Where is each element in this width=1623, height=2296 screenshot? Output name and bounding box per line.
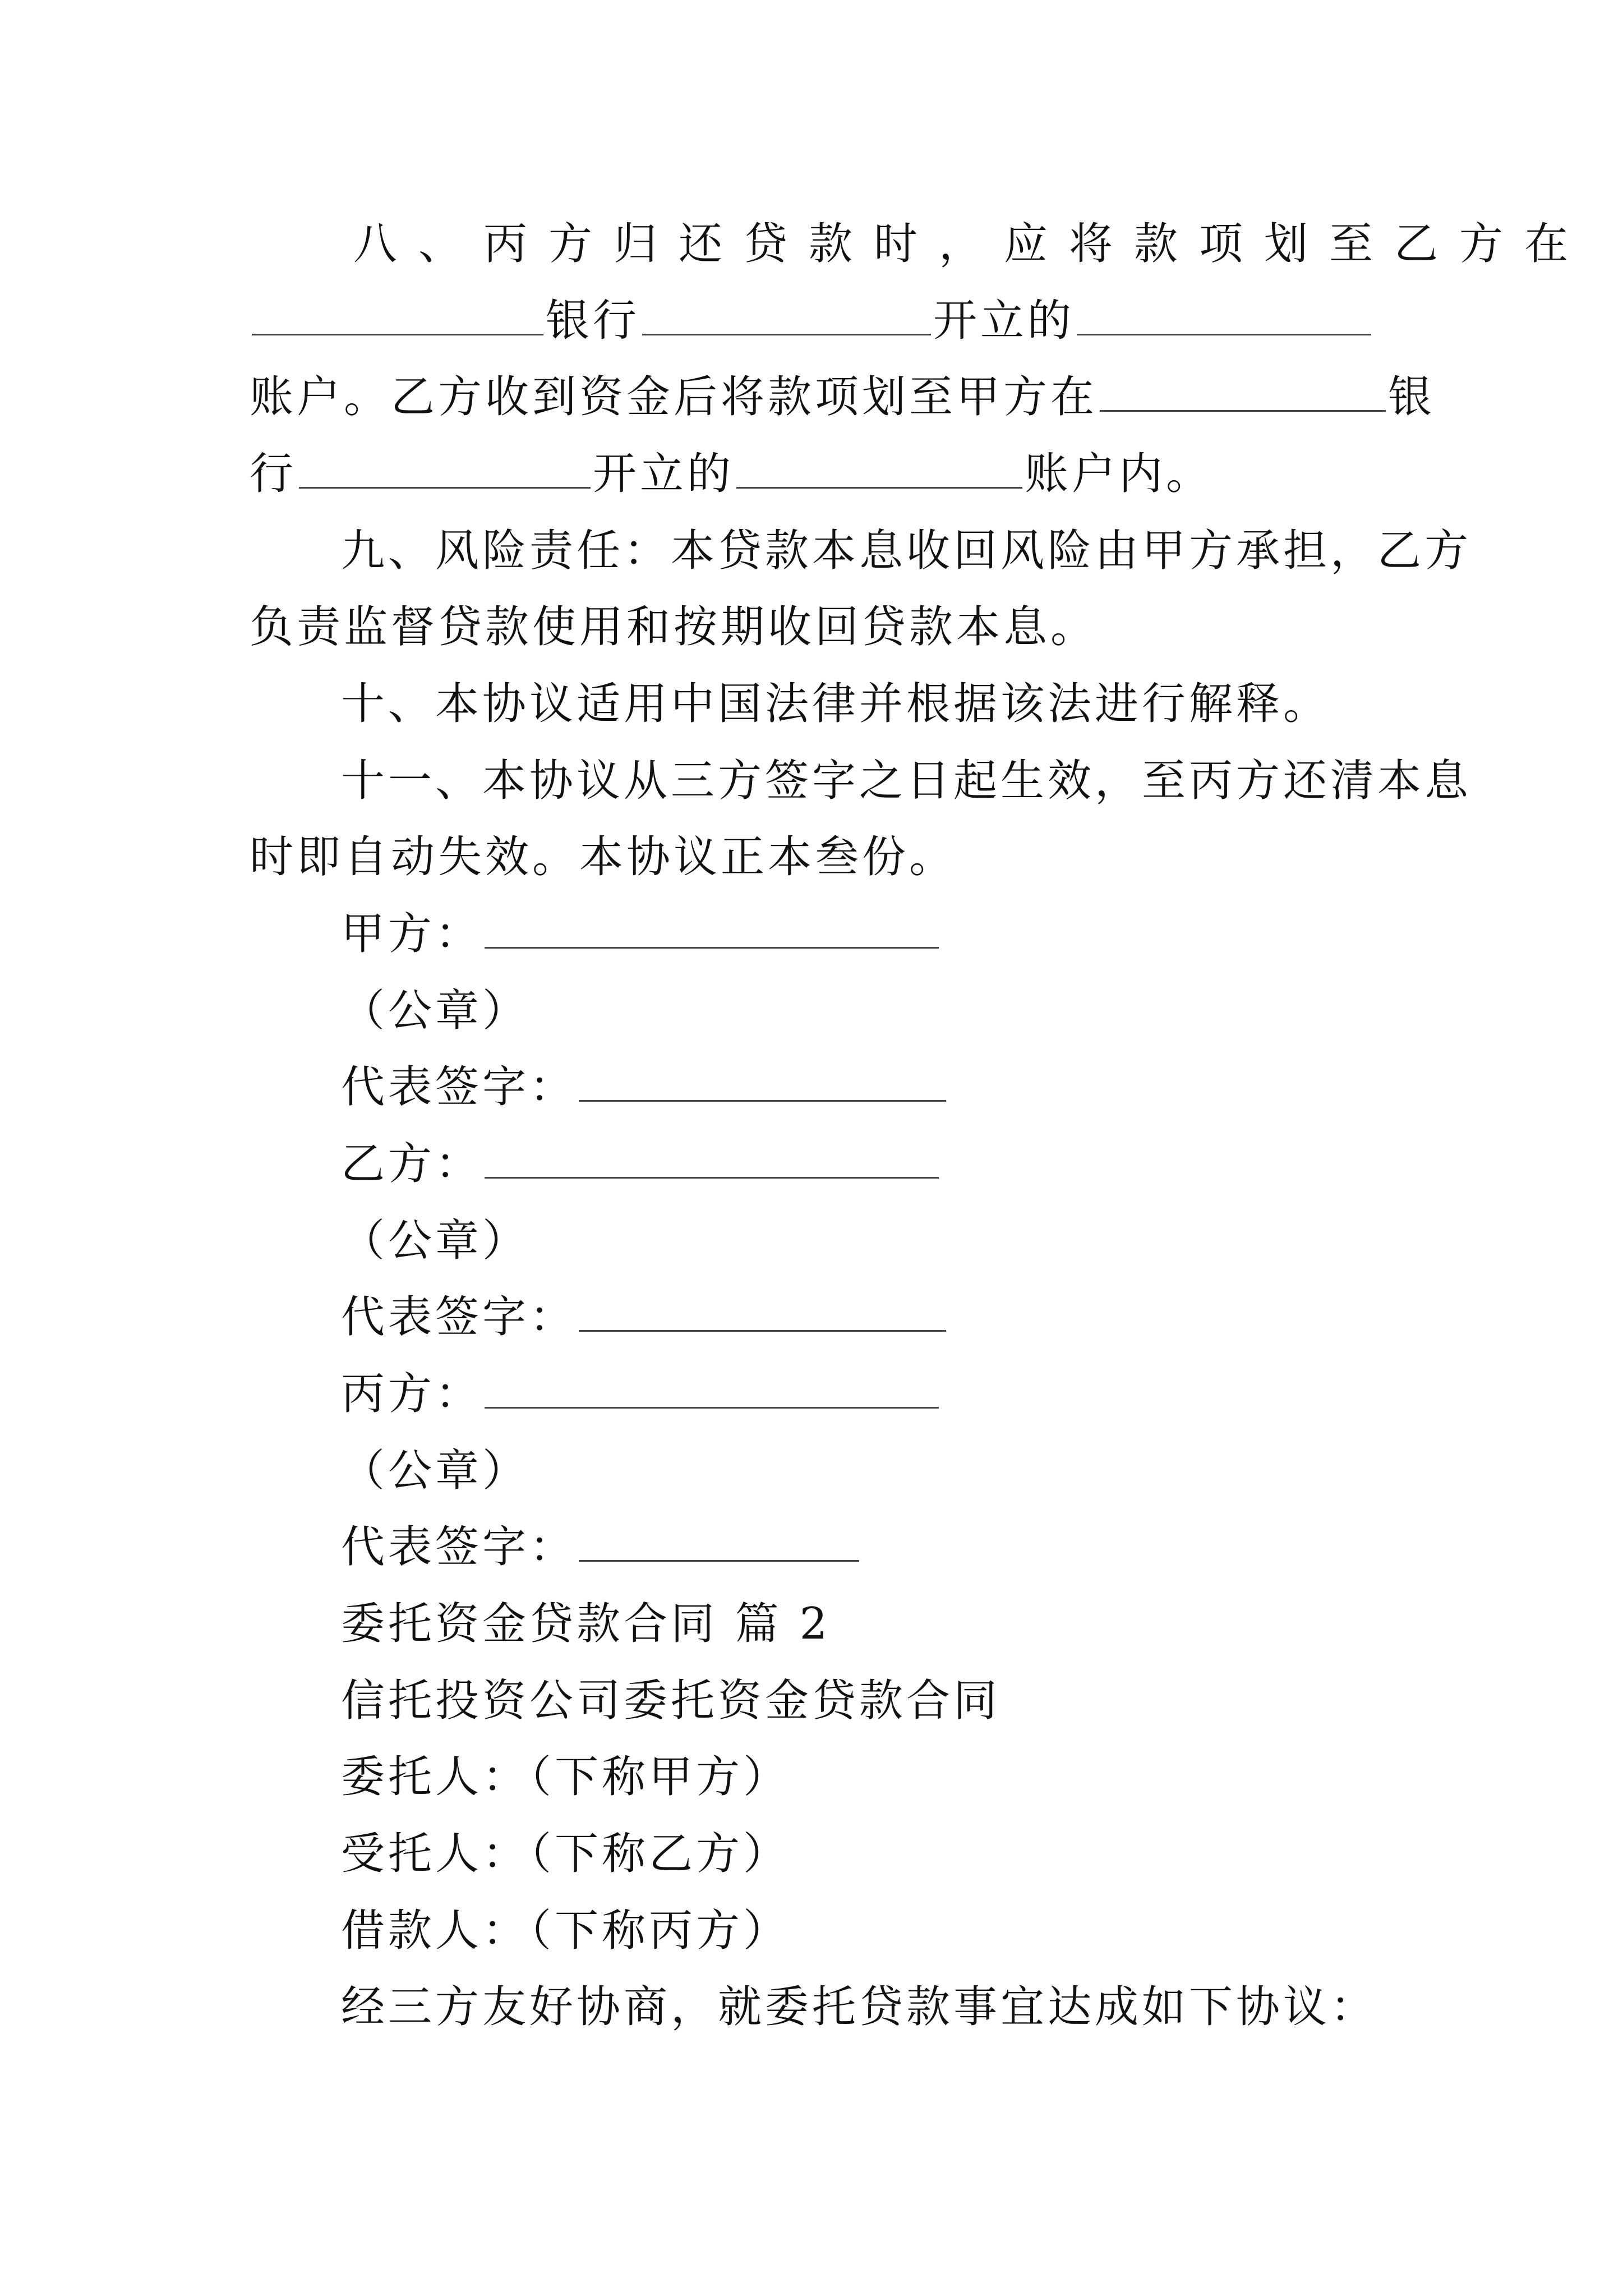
party-a-field[interactable] bbox=[485, 908, 939, 949]
party-b-field[interactable] bbox=[485, 1138, 939, 1179]
blank-field[interactable] bbox=[642, 295, 931, 335]
rep-a-line bbox=[341, 1059, 948, 1115]
account-text: 账户。乙方收到资金后将款项划至甲方在 bbox=[250, 372, 1098, 422]
seal-b: （公章） bbox=[341, 1216, 530, 1266]
blank-field[interactable] bbox=[299, 448, 591, 489]
rep-a-label: 代表签字： bbox=[341, 1062, 577, 1112]
section-heading: 委托资金贷款合同 篇 2 bbox=[341, 1599, 831, 1649]
bank-label-cont: 行 bbox=[250, 449, 297, 499]
blank-field[interactable] bbox=[1077, 295, 1371, 335]
party-a-line bbox=[341, 906, 941, 962]
party-b-line bbox=[341, 1136, 941, 1192]
blank-field[interactable] bbox=[736, 448, 1022, 489]
clause-11-line-1: 十一、本协议从三方签字之日起生效，至丙方还清本息 bbox=[341, 756, 1472, 806]
party-c-field[interactable] bbox=[485, 1368, 939, 1409]
clause-8-line-3 bbox=[250, 369, 1435, 425]
blank-field[interactable] bbox=[252, 295, 543, 335]
clause-9-line-2: 负责监督贷款使用和按期收回贷款本息。 bbox=[250, 602, 1098, 652]
clause-8-line-4 bbox=[250, 446, 1213, 502]
rep-c-line bbox=[341, 1519, 861, 1575]
intro-line: 经三方友好协商，就委托贷款事宜达成如下协议： bbox=[341, 1982, 1378, 2032]
clause-9-line-1: 九、风险责任：本贷款本息收回风险由甲方承担，乙方 bbox=[341, 526, 1472, 576]
party-b-label: 乙方： bbox=[341, 1139, 483, 1189]
trustee-line: 受托人：（下称乙方） bbox=[341, 1829, 791, 1879]
seal-a: （公章） bbox=[341, 986, 530, 1036]
party-c-label: 丙方： bbox=[341, 1369, 483, 1419]
bank-label: 银 bbox=[1388, 372, 1436, 422]
opened-label: 开立的 bbox=[933, 296, 1075, 346]
borrower-line: 借款人：（下称丙方） bbox=[341, 1906, 791, 1956]
contract-subtitle: 信托投资公司委托资金贷款合同 bbox=[341, 1676, 1001, 1726]
principal-line: 委托人：（下称甲方） bbox=[341, 1752, 791, 1802]
clause-8-line-1: 八、丙方归还贷款时，应将款项划至乙方在 bbox=[353, 219, 1590, 269]
rep-c-label: 代表签字： bbox=[341, 1522, 577, 1572]
account-in-label: 账户内。 bbox=[1025, 449, 1214, 499]
clause-11-line-2: 时即自动失效。本协议正本叁份。 bbox=[250, 832, 957, 882]
rep-c-field[interactable] bbox=[579, 1521, 859, 1562]
clause-8-line-2 bbox=[250, 293, 1373, 349]
rep-a-field[interactable] bbox=[579, 1061, 946, 1102]
party-c-line bbox=[341, 1366, 941, 1422]
party-a-label: 甲方： bbox=[341, 909, 483, 959]
bank-label: 银行 bbox=[546, 296, 640, 346]
opened-label: 开立的 bbox=[593, 449, 735, 499]
rep-b-label: 代表签字： bbox=[341, 1292, 577, 1342]
blank-field[interactable] bbox=[1100, 371, 1386, 412]
rep-b-field[interactable] bbox=[579, 1291, 946, 1332]
rep-b-line bbox=[341, 1289, 948, 1345]
clause-10: 十、本协议适用中国法律并根据该法进行解释。 bbox=[341, 679, 1331, 729]
seal-c: （公章） bbox=[341, 1446, 530, 1496]
